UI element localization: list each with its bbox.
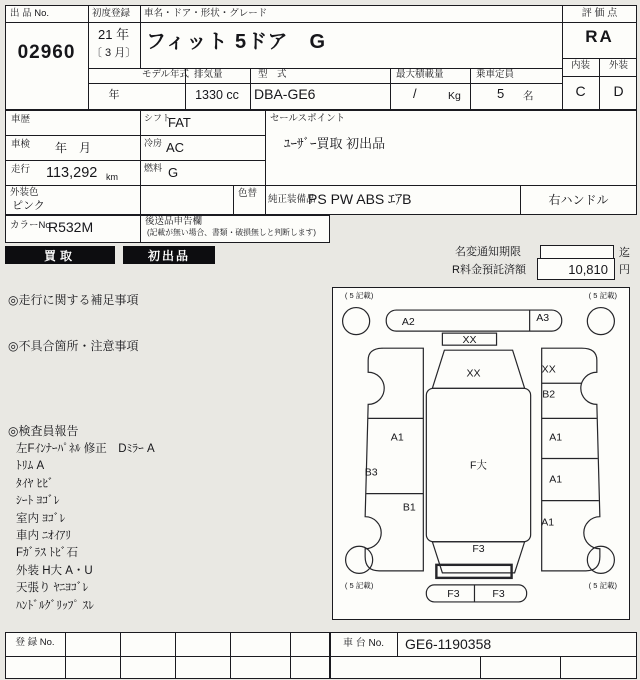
interior-label: 内装 — [570, 60, 590, 71]
aircon-label: 冷房 — [144, 138, 163, 148]
fuel-value: G — [168, 165, 179, 180]
grid-line — [5, 135, 265, 136]
model-year-label: モデル年式 — [142, 69, 190, 80]
inspector-item: ﾀｲﾔ ﾋﾋﾞ — [16, 477, 54, 490]
damage-diagram — [332, 287, 630, 620]
mileage-value: 113,292 — [46, 165, 98, 181]
mileage-label: 走行 — [11, 164, 31, 175]
inspector-title: ◎検査員報告 — [8, 424, 79, 438]
diagram-label: A1 — [549, 473, 563, 486]
diagram-label: A1 — [541, 516, 555, 529]
interior-score: C — [575, 83, 586, 99]
capacity-unit: 名 — [523, 90, 534, 102]
chassis-no-label: 車 台 No. — [342, 638, 385, 649]
later-items-note: (記載が無い場合、書類・破損無しと判断します) — [147, 228, 316, 237]
grid-line — [560, 656, 561, 679]
body-color-label: 外装色 — [10, 187, 39, 198]
max-load-label: 最大積載量 — [396, 69, 444, 80]
first-reg-month: 〔 3 月〕 — [91, 47, 137, 59]
diagram-label: F3 — [492, 587, 505, 600]
first-listing-badge: 初出品 — [123, 246, 215, 264]
displacement: 1330 cc — [195, 88, 239, 102]
inspector-item: 車内 ﾆｵｲｱﾘ — [16, 530, 71, 543]
grid-line — [290, 632, 291, 679]
fuel-label: 燃料 — [144, 163, 163, 173]
grid-line — [65, 632, 66, 679]
diagram-label: B2 — [542, 388, 556, 401]
first-reg-label: 初度登録 — [92, 8, 131, 19]
grid-line — [470, 68, 471, 110]
car-outline-diagram — [333, 288, 629, 619]
lot-no-label: 出 品 No. — [10, 8, 50, 19]
recycle-fee-unit: 円 — [619, 264, 630, 276]
mileage-unit: km — [106, 172, 118, 182]
inspection-value: 年 月 — [55, 141, 92, 155]
inspection-label: 車検 — [11, 139, 31, 150]
inspector-item: 左Fｲﾝﾅｰﾊﾟﾈﾙ 修正 Dﾐﾗｰ A — [16, 443, 155, 455]
grid-line — [480, 656, 481, 679]
diagram-label: A1 — [549, 431, 563, 444]
buyback-badge: 買取 — [5, 246, 115, 264]
max-load: / — [413, 86, 417, 101]
later-items-label: 後送品申告欄 — [145, 216, 203, 227]
car-name: フィット 5ドア G — [146, 31, 327, 53]
equipment-label: 純正装備品 — [268, 194, 316, 205]
grid-line — [5, 22, 637, 23]
inspector-item: 天張り ﾔﾆﾖｺﾞﾚ — [16, 582, 89, 595]
inspector-item: ｼｰﾄ ﾖｺﾞﾚ — [16, 495, 60, 508]
aircon-value: AC — [166, 140, 185, 155]
inspector-item: 室内 ﾖｺﾞﾚ — [16, 512, 66, 525]
grid-line — [120, 632, 121, 679]
grid-line — [140, 110, 141, 243]
diagram-label: ( 5 記載) — [588, 580, 618, 590]
history-label: 車歴 — [11, 114, 31, 125]
tire-front-right — [587, 308, 614, 335]
car-name-label: 車名・ドア・形状・グレード — [144, 8, 268, 19]
first-reg-year: 21 年 — [98, 27, 130, 42]
grid-line — [390, 68, 391, 110]
lot-no: 02960 — [17, 42, 76, 63]
model-code-label: 型 式 — [258, 69, 287, 80]
left-side-panel — [365, 348, 423, 571]
diagram-label: XX — [541, 363, 556, 376]
name-change-label: 名変通知期限 — [455, 246, 521, 258]
right-side-panel — [542, 348, 600, 571]
recycle-fee-label: R料金預託済額 — [452, 264, 526, 276]
grid-line — [140, 5, 141, 68]
mileage-note-title: ◎走行に関する補足事項 — [8, 293, 139, 307]
tire-rear-right — [587, 546, 614, 573]
tire-rear-left — [346, 546, 373, 573]
inspector-item: Fｶﾞﾗｽ ﾄﾋﾞ石 — [16, 547, 78, 560]
steering-value: 右ハンドル — [548, 193, 609, 207]
score-badge: RA — [585, 27, 614, 46]
grid-line — [5, 656, 637, 657]
recycle-fee-amount: 10,810 — [537, 258, 615, 280]
diagram-label: A1 — [390, 431, 404, 444]
rear-bumper — [426, 585, 526, 602]
grid-line — [230, 632, 231, 679]
capacity: 5 — [497, 86, 505, 101]
grid-line — [5, 185, 637, 186]
max-load-unit: Kg — [448, 90, 461, 102]
displacement-label: 排気量 — [194, 69, 223, 80]
inspector-item: ﾄﾘﾑ A — [16, 460, 45, 473]
grid-line — [233, 185, 234, 215]
diagram-label: A2 — [401, 316, 415, 329]
inspector-item: 外装 H大 A・U — [16, 564, 93, 577]
name-change-suffix: 迄 — [619, 247, 630, 259]
grid-line — [250, 68, 251, 110]
diagram-label: ( 5 記載) — [344, 291, 374, 301]
grid-line — [397, 632, 398, 656]
color-no: R532M — [48, 219, 94, 235]
model-year: 年 — [108, 89, 120, 101]
diagram-label: F3 — [472, 542, 485, 555]
diagram-label: F大 — [470, 459, 487, 472]
reg-no-label: 登 録 No. — [15, 637, 55, 648]
sales-point: ﾕｰｻﾞｰ買取 初出品 — [284, 136, 386, 151]
diagram-label: F3 — [447, 587, 460, 600]
grid-line — [88, 83, 562, 84]
exterior-label: 外装 — [608, 60, 628, 71]
diagram-label: ( 5 記載) — [588, 291, 618, 301]
shift-label: シフト — [144, 113, 172, 123]
equipment-value: PS PW ABS ｴｱB — [308, 191, 412, 207]
damage-marks — [365, 312, 563, 600]
exterior-score: D — [613, 83, 624, 99]
rear-gate — [436, 565, 511, 578]
diagram-label: A3 — [536, 312, 550, 325]
defect-title: ◎不具合箇所・注意事項 — [8, 339, 139, 353]
model-code: DBA-GE6 — [254, 86, 316, 102]
shift-value: FAT — [168, 115, 191, 130]
body-color: ピンク — [12, 200, 45, 212]
diagram-label: ( 5 記載) — [344, 580, 374, 590]
color-change-label: 色替 — [238, 188, 258, 199]
grid-line — [175, 632, 176, 679]
chassis-no: GE6-1190358 — [405, 636, 492, 652]
tire-front-left — [343, 308, 370, 335]
grid-line — [5, 160, 265, 161]
capacity-label: 乗車定員 — [476, 69, 515, 80]
score-label: 評 価 点 — [581, 8, 618, 19]
sales-point-label: セールスポイント — [270, 113, 346, 124]
color-no-label: カラーNo. — [10, 220, 54, 231]
diagram-label: XX — [462, 334, 477, 347]
inspector-item: ﾊﾝﾄﾞﾙｸﾞﾘｯﾌﾟ ｽﾚ — [16, 599, 94, 612]
diagram-label: B1 — [402, 501, 416, 514]
inspector-items — [16, 441, 326, 615]
diagram-label: XX — [466, 367, 481, 380]
grid-line — [265, 110, 266, 215]
diagram-label: B3 — [364, 466, 378, 479]
